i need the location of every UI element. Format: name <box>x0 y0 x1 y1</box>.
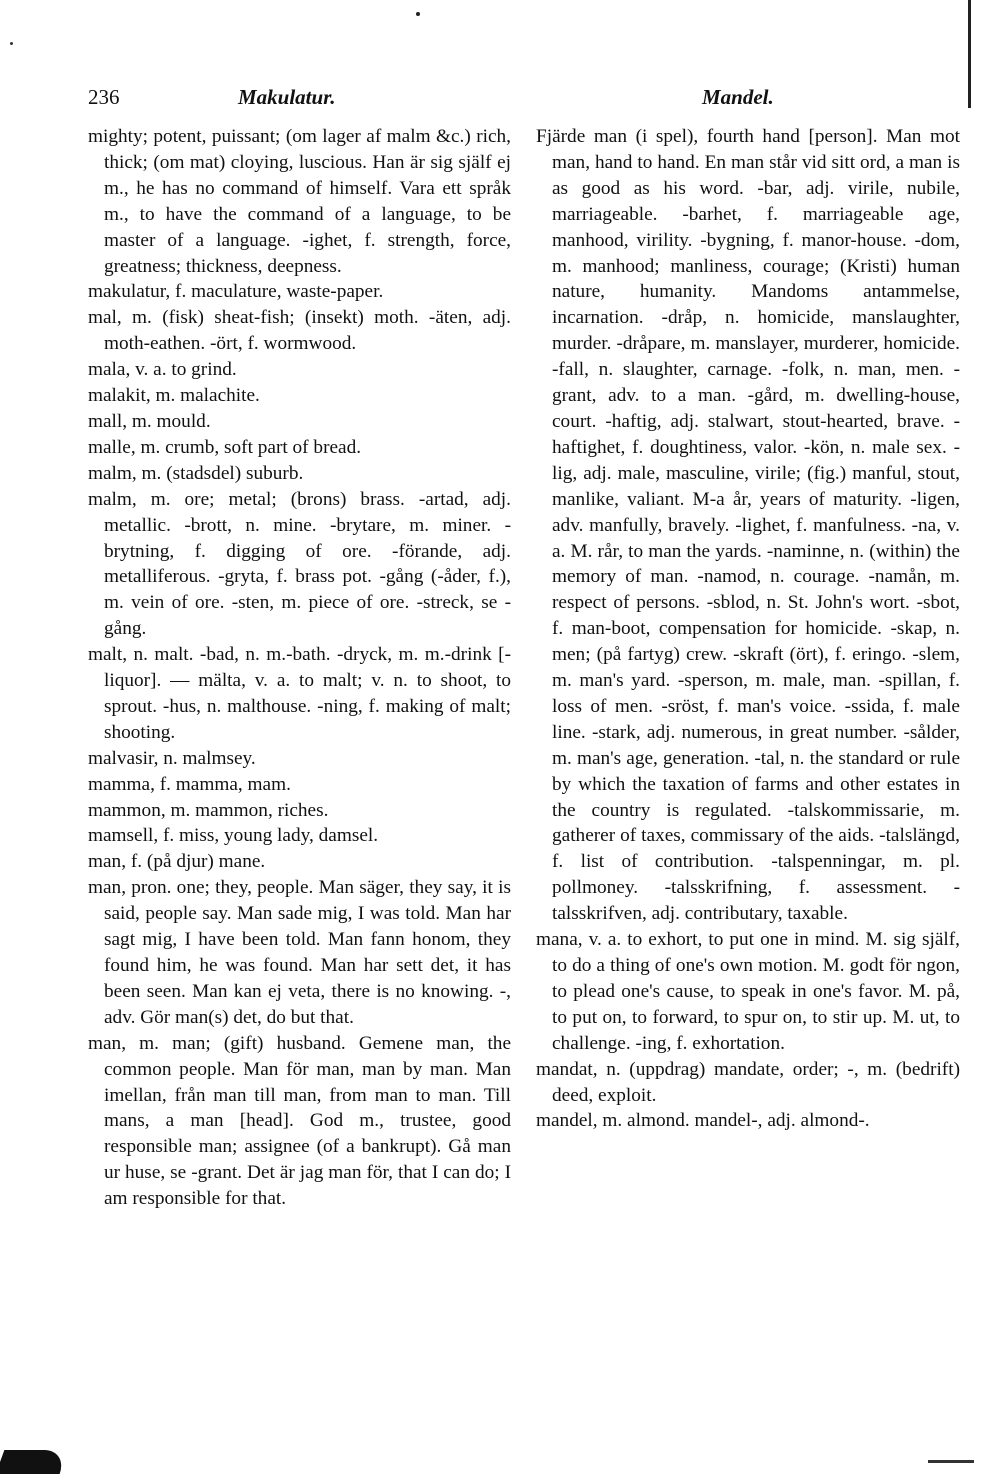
dictionary-entry: malm, m. ore; metal; (brons) brass. -artad, adj. metallic. -brott, n. mine. -brytare, m. miner. -brytning, f. digging of ore. -förande, adj. metalliferous. -gryta, f. brass pot. -gång (-åder, f.), m. vein of ore. -sten, m. piece of ore. -streck, se -gång. <box>88 488 511 640</box>
dictionary-entry: mamma, f. mamma, mam. <box>88 773 291 795</box>
dictionary-entry: malakit, m. malachite. <box>88 385 260 407</box>
dictionary-entry: mighty; potent, puissant; (om lager af malm &c.) rich, thick; (om mat) cloying, luscious. Han är sig själf ej m., he has no command of himself. Vara ett språk m., to have the command of a language, to be master of a language. -ighet, f. strength, force, greatness; thickness, deepness. <box>88 126 511 277</box>
dictionary-entry: malm, m. (stadsdel) suburb. <box>88 462 304 484</box>
ink-dash <box>928 1460 974 1463</box>
left-column <box>88 124 511 1212</box>
dictionary-entry: mall, m. mould. <box>88 410 211 432</box>
left-running-head: Makulatur. <box>238 85 336 109</box>
ink-speck <box>10 42 13 45</box>
dictionary-entry: man, m. man; (gift) husband. Gemene man, the common people. Man för man, man by man. Man imellan, från man till man, from man to man. Till mans, a man [head]. God m., trustee, good responsible man; assignee (of a bankrupt). Gå man ur huse, se -grant. Det är jag man för, that I can do; I am responsible for that. <box>88 1032 511 1210</box>
right-running-head: Mandel. <box>702 85 774 109</box>
right-column <box>536 124 960 1134</box>
dictionary-entry: malt, n. malt. -bad, n. m.-bath. -dryck, m. m.-drink [-liquor]. — mälta, v. a. to malt; v. n. to shoot, to sprout. -hus, n. malthouse. -ning, f. making of malt; shooting. <box>88 644 511 743</box>
dictionary-entry-continued: Fjärde man (i spel), fourth hand [person]. Man mot man, hand to hand. En man står vid sitt ord, a man is as good as his word. -bar, adj. virile, nubile, marriageable. -barhet, f. marriageable age, manhood, virility. -bygning, f. manor-house. -dom, m. manhood; manliness, courage; (Kristi) human nature, humanity. Mandoms antammelse, incarnation. -dråp, n. homicide, manslaughter, murder. -dråpare, m. manslayer, murderer, homicide. -fall, n. slaughter, carnage. -folk, n. man, men. -grant, adv. to a man. -gård, m. dwelling-house, court. -haftig, adj. stalwart, stout-hearted, brave. -haftighet, f. doughtiness, valor. -kön, n. male sex. -lig, adj. male, masculine, virile; (fig.) manful, stout, manlike, valiant. M-a år, years of maturity. -ligen, adv. manfully, bravely. -lighet, f. manfulness. -na, v. a. M. rår, to man the yards. -naminne, n. (within) the memory of man. -namod, n. courage. -namån, m. respect of persons. -sblod, n. St. John's wort. -sbot, f. man-boot, compensation for homicide. -skap, n. men; (på fartyg) crew. -skraft (ört), f. eringo. -slem, m. man's yard. -sperson, m. male, man. -spillan, f. loss of men. -sröst, f. man's voice. -ssida, f. male line. -stark, adj. numerous, in great number. -sålder, m. man's age, generation. -tal, n. the standard or rule by which the taxation of farms and other estates in the country is regulated. -talskommissarie, m. gatherer of taxes, commissary of the aids. -talslängd, f. list of contribution. -talspenningar, m. pl. pollmoney. -talsskrifning, f. assessment. -talsskrifven, adj. contributary, taxable. <box>536 126 960 925</box>
page-edge-rule <box>968 0 971 108</box>
dictionary-entry: makulatur, f. maculature, waste-paper. <box>88 281 384 303</box>
dictionary-entry: mana, v. a. to exhort, to put one in mind. M. sig själf, to do a thing of one's own motion. M. godt för ngon, to plead one's cause, to speak in one's favor. M. på, to put on, to forward, to spur on, to stir up. M. ut, to challenge. -ing, f. exhortation. <box>536 929 960 1054</box>
dictionary-entry: mamsell, f. miss, young lady, damsel. <box>88 825 379 847</box>
dictionary-entry: malvasir, n. malmsey. <box>88 747 256 769</box>
dictionary-entry: mal, m. (fisk) sheat-fish; (insekt) moth. -äten, adj. moth-eathen. -ört, f. wormwood. <box>88 307 511 355</box>
dictionary-entry: mala, v. a. to grind. <box>88 359 237 381</box>
dictionary-entry: mammon, m. mammon, riches. <box>88 799 329 821</box>
ink-blot <box>0 1450 68 1474</box>
dictionary-entry: mandat, n. (uppdrag) mandate, order; -, m. (bedrift) deed, exploit. <box>536 1058 960 1106</box>
running-header <box>88 80 958 114</box>
dictionary-entry: malle, m. crumb, soft part of bread. <box>88 436 362 458</box>
dictionary-entry: man, f. (på djur) mane. <box>88 851 266 873</box>
dictionary-entry: mandel, m. almond. mandel-, adj. almond-. <box>536 1110 870 1132</box>
page-number: 236 <box>88 85 120 109</box>
dictionary-entry: man, pron. one; they, people. Man säger, they say, it is said, people say. Man sade mig, I was told. Man har sagt mig, I have been told. Man fann honom, they found him, he was found. Man har sett det, it has been seen. Man kan ej veta, there is no knowing. -, adv. Gör man(s) det, do but that. <box>88 877 511 1028</box>
ink-speck <box>416 12 420 16</box>
